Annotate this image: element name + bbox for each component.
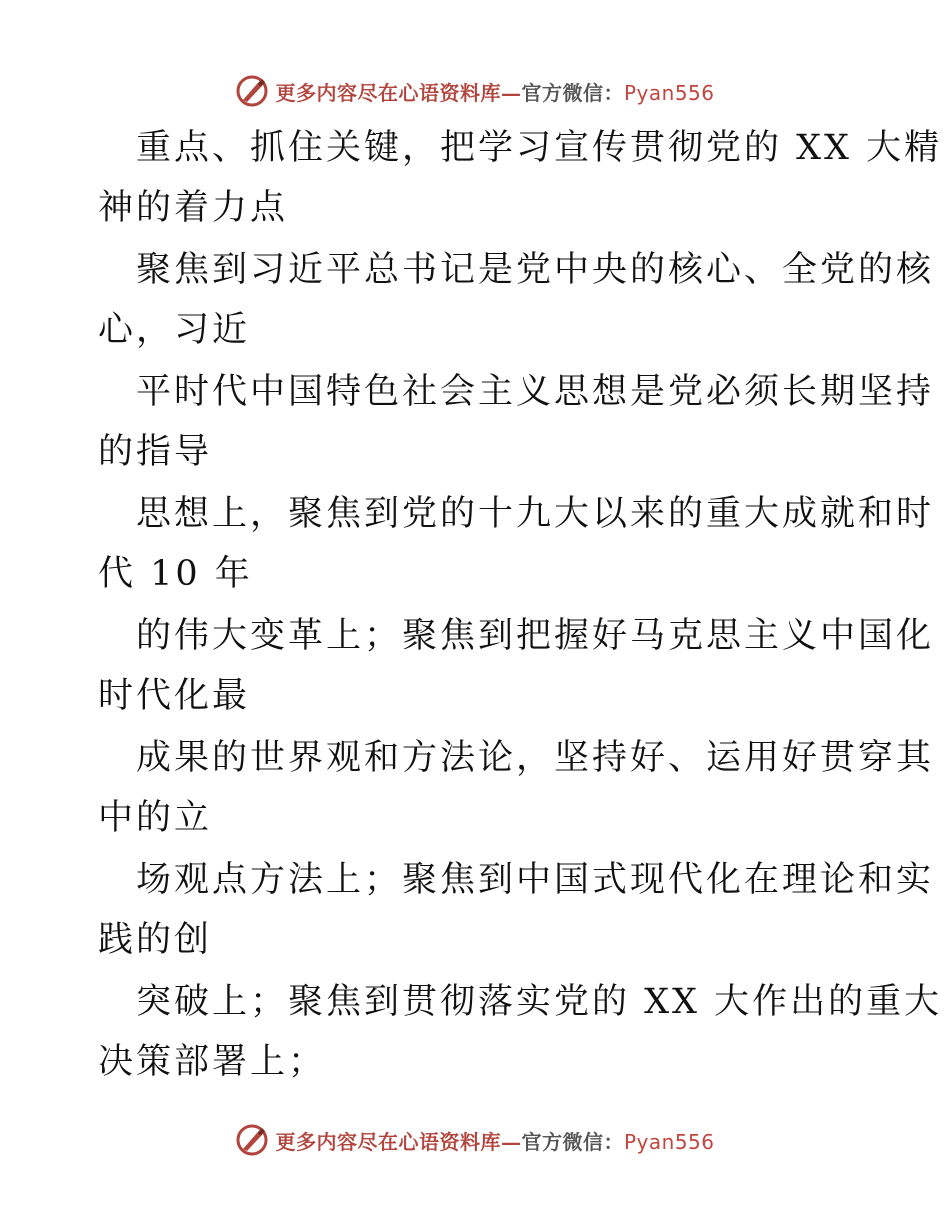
body-line-6: 的指导 bbox=[98, 432, 213, 472]
header-site-text: 更多内容尽在心语资料库 bbox=[275, 80, 501, 105]
body-line-13: 场观点方法上；聚焦到中国式现代化在理论和实 bbox=[136, 860, 935, 900]
footer-site-text: 更多内容尽在心语资料库 bbox=[275, 1129, 501, 1154]
body-line-16: 决策部署上； bbox=[98, 1042, 327, 1082]
document-body bbox=[98, 118, 943, 1094]
body-line-8: 代 10 年 bbox=[98, 554, 253, 594]
header-banner bbox=[0, 71, 950, 111]
footer-separator: — bbox=[500, 1129, 522, 1154]
body-line-7: 思想上，聚焦到党的十九大以来的重大成就和时 bbox=[136, 494, 935, 534]
body-line-11: 成果的世界观和方法论，坚持好、运用好贯穿其 bbox=[136, 738, 935, 778]
body-line-10: 时代化最 bbox=[98, 676, 251, 716]
footer-official-text: 官方微信： bbox=[521, 1129, 624, 1154]
body-line-3: 聚焦到习近平总书记是党中央的核心、全党的核 bbox=[136, 250, 935, 290]
footer-banner-text bbox=[275, 1126, 714, 1155]
pen-logo-icon bbox=[235, 74, 269, 108]
header-wechat-id: Pyan556 bbox=[623, 80, 715, 105]
body-line-2: 神的着力点 bbox=[98, 188, 289, 228]
footer-banner bbox=[0, 1120, 950, 1160]
header-official-text: 官方微信： bbox=[521, 80, 624, 105]
body-line-12: 中的立 bbox=[98, 798, 213, 838]
header-banner-text bbox=[275, 77, 714, 106]
footer-wechat-id: Pyan556 bbox=[623, 1129, 715, 1154]
pen-logo-icon bbox=[235, 1123, 269, 1157]
body-line-1: 重点、抓住关键，把学习宣传贯彻党的 XX 大精 bbox=[136, 128, 943, 168]
body-line-4: 心，习近 bbox=[98, 310, 251, 350]
body-line-15: 突破上；聚焦到贯彻落实党的 XX 大作出的重大 bbox=[136, 982, 943, 1022]
body-line-5: 平时代中国特色社会主义思想是党必须长期坚持 bbox=[136, 372, 935, 412]
body-line-14: 践的创 bbox=[98, 920, 213, 960]
header-separator: — bbox=[500, 80, 522, 105]
body-line-9: 的伟大变革上；聚焦到把握好马克思主义中国化 bbox=[136, 616, 935, 656]
